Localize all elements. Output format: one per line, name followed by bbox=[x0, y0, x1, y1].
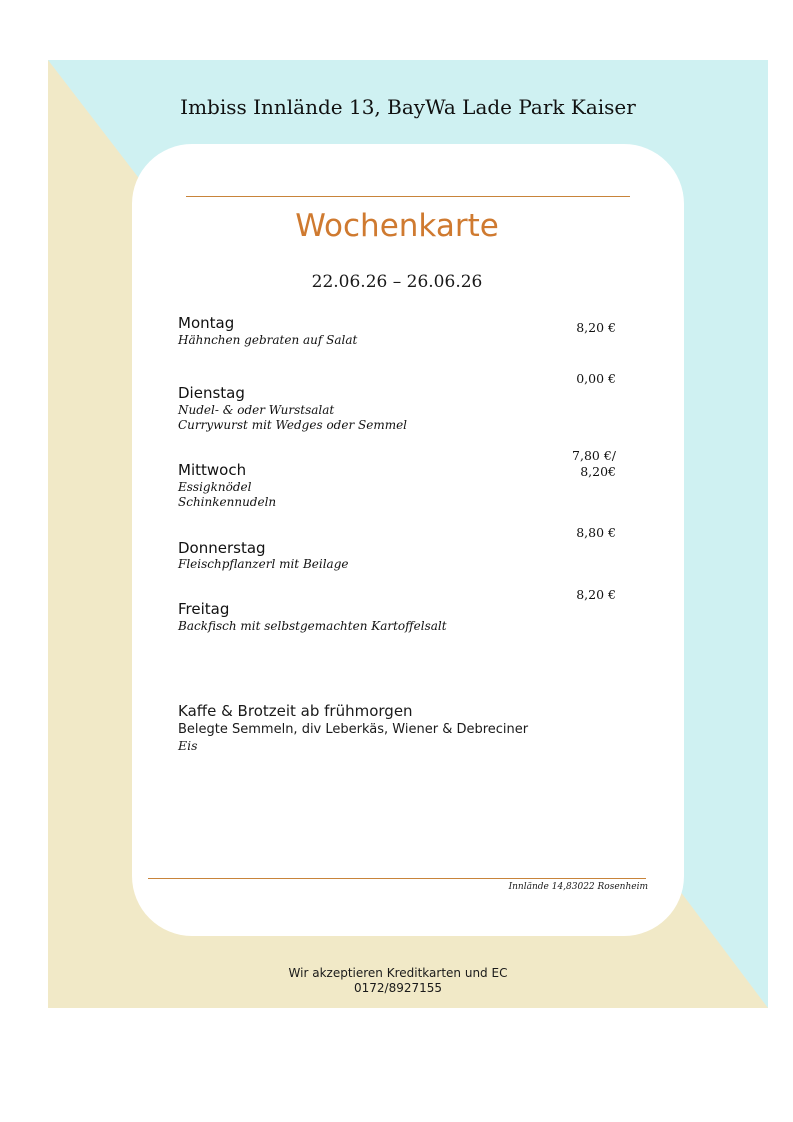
price-tuesday: 0,00 € bbox=[576, 371, 616, 386]
price-wednesday: 7,80 €/ 8,20€ bbox=[572, 448, 616, 479]
phone-number: 0172/8927155 bbox=[353, 981, 443, 995]
footer bbox=[48, 966, 748, 996]
extras-heading: Kaffe & Brotzeit ab frühmorgen bbox=[178, 702, 413, 720]
day-friday: Freitag bbox=[178, 600, 230, 618]
bottom-divider bbox=[148, 878, 646, 879]
date-range: 22.06.26 – 26.06.26 bbox=[311, 272, 483, 292]
extras-line: Belegte Semmeln, div Leberkäs, Wiener & Debreciner bbox=[178, 722, 529, 737]
dish-wednesday-2: Schinkennudeln bbox=[178, 495, 277, 509]
day-wednesday: Mittwoch bbox=[178, 461, 247, 479]
dish-thursday-1: Fleischpflanzerl mit Beilage bbox=[178, 557, 349, 571]
menu-title: Wochenkarte bbox=[295, 208, 499, 244]
extras-eis: Eis bbox=[178, 738, 198, 753]
price-monday: 8,20 € bbox=[576, 320, 616, 335]
day-tuesday: Dienstag bbox=[178, 384, 245, 402]
payment-note: Wir akzeptieren Kreditkarten und EC bbox=[288, 966, 508, 980]
price-friday: 8,20 € bbox=[576, 587, 616, 602]
price-thursday: 8,80 € bbox=[576, 525, 616, 540]
dish-wednesday-1: Essigknödel bbox=[178, 480, 252, 494]
dish-monday-1: Hähnchen gebraten auf Salat bbox=[178, 333, 358, 347]
top-divider bbox=[186, 196, 630, 197]
address: Innlände 14,83022 Rosenheim bbox=[508, 882, 648, 892]
dish-tuesday-2: Currywurst mit Wedges oder Semmel bbox=[178, 418, 408, 432]
dish-friday-1: Backfisch mit selbstgemachten Kartoffelsalt bbox=[178, 619, 447, 633]
dish-tuesday-1: Nudel- & oder Wurstsalat bbox=[178, 403, 335, 417]
day-monday: Montag bbox=[178, 314, 235, 332]
day-thursday: Donnerstag bbox=[178, 539, 266, 557]
page-title: Imbiss Innlände 13, BayWa Lade Park Kaiser bbox=[180, 95, 636, 119]
